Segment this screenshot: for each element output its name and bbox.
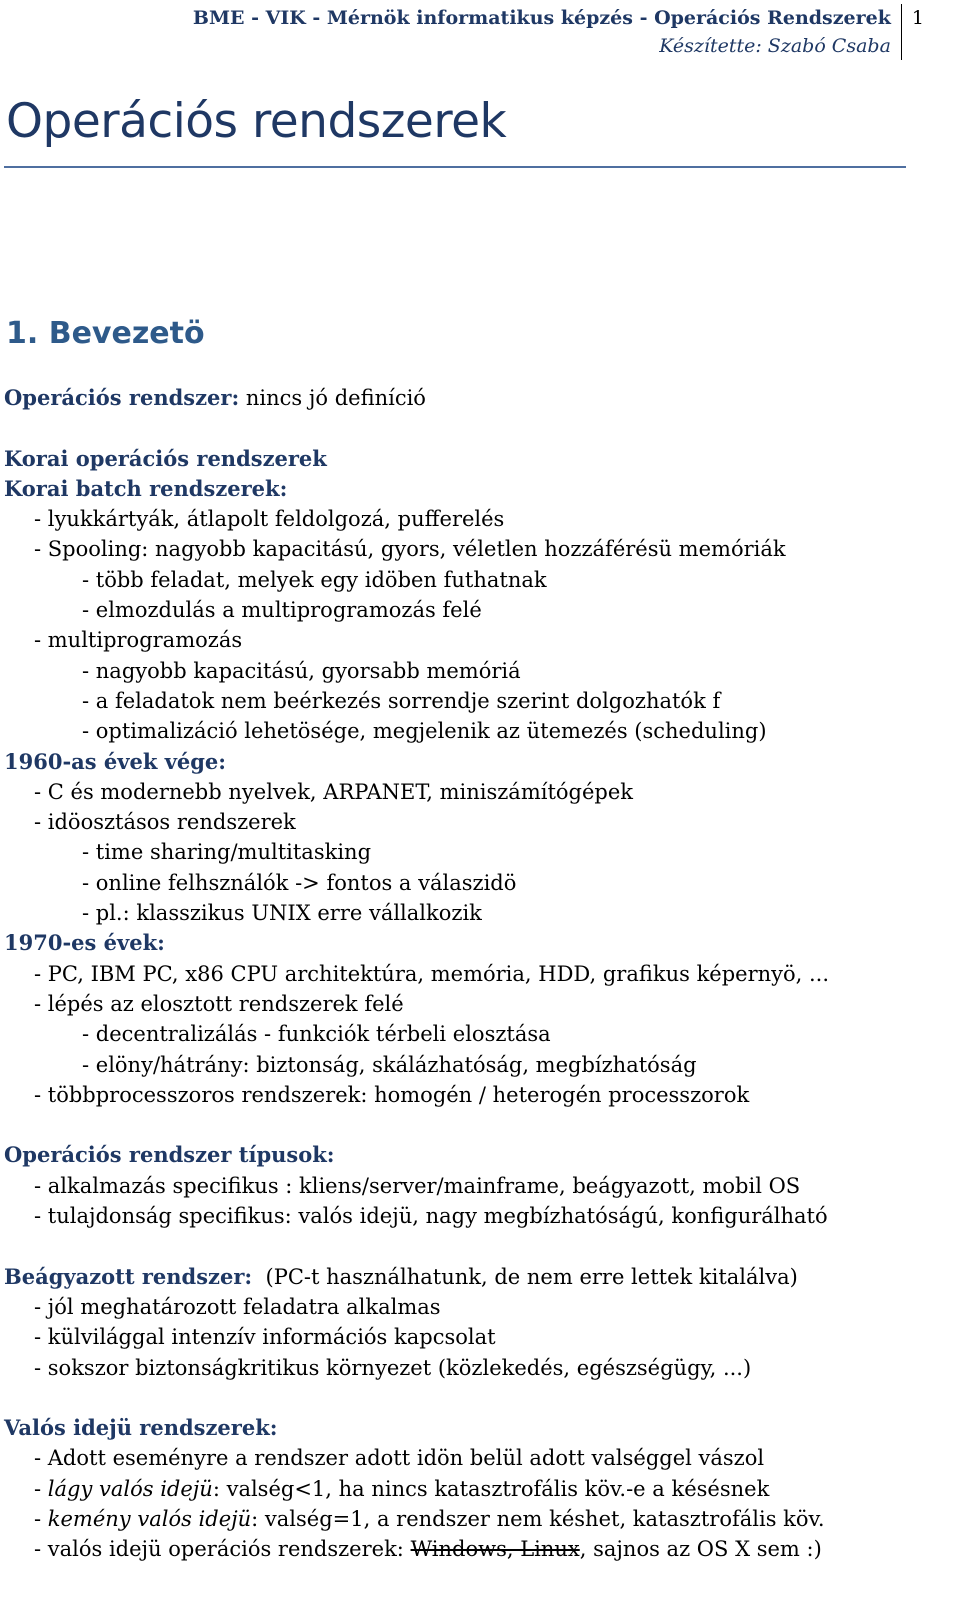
list-item: - C és modernebb nyelvek, ARPANET, miniszámítógépek	[34, 779, 634, 804]
header-text	[193, 4, 902, 60]
soft-realtime-term: lágy valós idejü	[47, 1476, 213, 1501]
list-item: - többprocesszoros rendszerek: homogén / heterogén processzorok	[34, 1082, 750, 1107]
list-item: - PC, IBM PC, x86 CPU architektúra, memória, HDD, grafikus képernyö, ...	[34, 961, 830, 986]
realtime-heading: Valós idejü rendszerek:	[4, 1415, 278, 1441]
dash: -	[34, 1506, 48, 1531]
rtos-suffix: , sajnos az OS X sem :)	[579, 1537, 822, 1562]
list-item: - alkalmazás specifikus : kliens/server/mainframe, beágyazott, mobil OS	[34, 1173, 801, 1198]
list-item: - jól meghatározott feladatra alkalmas	[34, 1294, 441, 1319]
early-os-heading: Korai operációs rendszerek	[4, 445, 327, 471]
list-item: - multiprogramozás	[34, 628, 243, 653]
dash: -	[34, 1476, 48, 1501]
list-item: - lyukkártyák, átlapolt feldolgozá, pufferelés	[34, 507, 505, 532]
title-divider	[4, 166, 906, 168]
document-body	[4, 383, 944, 1565]
hard-realtime-def: : valség=1, a rendszer nem késhet, katasztrofális köv.	[251, 1506, 825, 1531]
sub-list-item: - decentralizálás - funkciók térbeli elosztása	[82, 1022, 551, 1047]
list-item	[4, 1474, 944, 1504]
sub-list-item: - online felhsználók -> fontos a válaszidö	[82, 870, 517, 895]
embedded-label: Beágyazott rendszer:	[4, 1263, 253, 1289]
document-title: Operációs rendszerek	[6, 94, 507, 149]
os-definition-label: Operációs rendszer:	[4, 385, 240, 410]
list-item: - Adott eseményre a rendszer adott idön belül adott valséggel vászol	[34, 1446, 765, 1471]
page-number: 1	[911, 7, 924, 29]
header-author: Készítette: Szabó Csaba	[659, 35, 891, 57]
rtos-prefix: - valós idejü operációs rendszerek:	[34, 1537, 411, 1562]
list-item: - külvilággal intenzív információs kapcsolat	[34, 1325, 496, 1350]
section-heading: 1. Bevezetö	[6, 316, 205, 351]
hard-realtime-term: kemény valós idejü	[47, 1506, 252, 1531]
sub-list-item: - time sharing/multitasking	[82, 840, 372, 865]
embedded-note: (PC-t használhatunk, de nem erre lettek kitalálva)	[252, 1264, 798, 1289]
sub-list-item: - nagyobb kapacitású, gyorsabb memóriá	[82, 658, 521, 683]
list-item: - Spooling: nagyobb kapacitású, gyors, véletlen hozzáférésü memóriák	[34, 537, 786, 562]
header-course-title: BME - VIK - Mérnök informatikus képzés - Operációs Rendszerek	[192, 7, 891, 29]
seventies-heading: 1970-es évek:	[4, 930, 165, 956]
page-header	[193, 4, 924, 60]
sub-list-item: - optimalizáció lehetösége, megjelenik az ütemezés (scheduling)	[82, 719, 767, 744]
sub-list-item: - pl.: klasszikus UNIX erre vállalkozik	[82, 901, 482, 926]
list-item: - sokszor biztonságkritikus környezet (közlekedés, egészségügy, ...)	[34, 1355, 752, 1380]
sub-list-item: - elöny/hátrány: biztonság, skálázhatóság, megbízhatóság	[82, 1052, 697, 1077]
os-definition-line	[4, 383, 944, 413]
embedded-heading-line	[4, 1262, 944, 1292]
list-item: - tulajdonság specifikus: valós idejü, nagy megbízhatóságú, konfigurálható	[34, 1204, 828, 1229]
rtos-struck-text: Windows, Linux	[410, 1537, 580, 1562]
list-item: - lépés az elosztott rendszerek felé	[34, 991, 404, 1016]
sub-list-item: - több feladat, melyek egy idöben futhatnak	[82, 567, 547, 592]
sub-list-item: - elmozdulás a multiprogramozás felé	[82, 598, 482, 623]
list-item: - idöosztásos rendszerek	[34, 810, 296, 835]
soft-realtime-def: : valség<1, ha nincs katasztrofális köv.-e a késésnek	[212, 1476, 770, 1501]
early-batch-heading: Korai batch rendszerek:	[4, 475, 288, 501]
sub-list-item: - a feladatok nem beérkezés sorrendje szerint dolgozhatók f	[82, 688, 721, 713]
os-types-heading: Operációs rendszer típusok:	[4, 1142, 335, 1168]
sixties-heading: 1960-as évek vége:	[4, 748, 227, 774]
list-item	[4, 1504, 944, 1534]
os-definition-text: nincs jó definíció	[239, 386, 426, 410]
list-item	[4, 1534, 944, 1564]
